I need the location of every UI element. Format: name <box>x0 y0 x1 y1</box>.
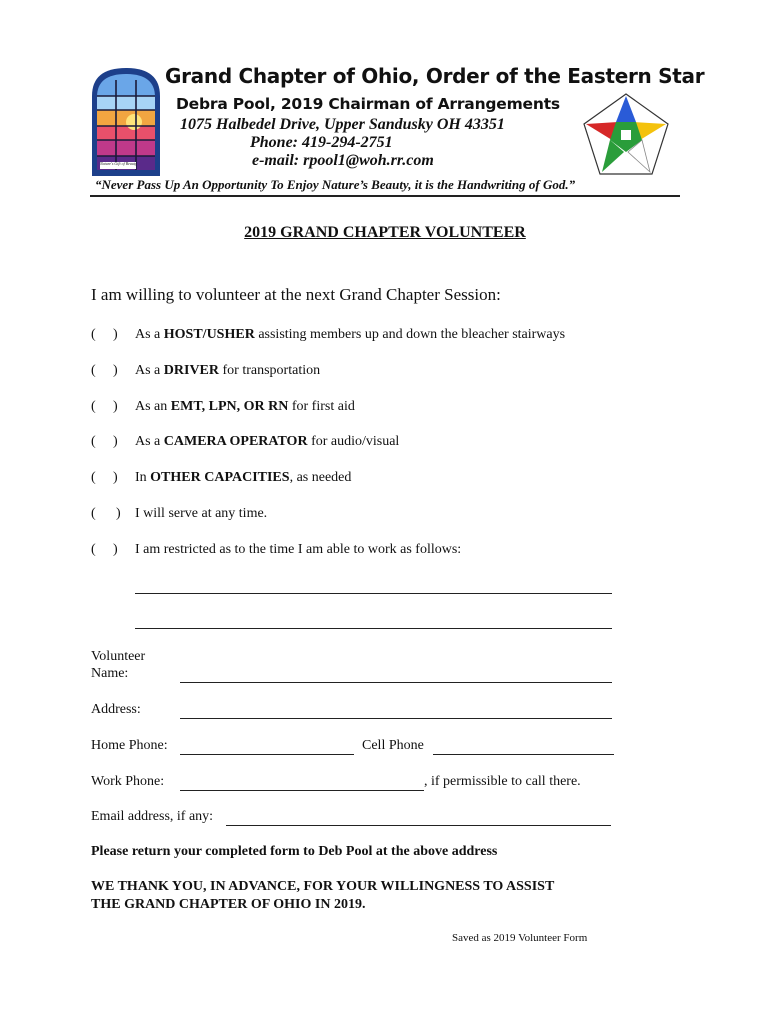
form-intro: I am willing to volunteer at the next Grand Chapter Session: <box>91 285 501 304</box>
checkbox-open-paren: ( <box>91 363 96 378</box>
option-label: I am restricted as to the time I am able to work as follows: <box>135 542 462 557</box>
return-instructions: Please return your completed form to Deb Pool at the above address <box>91 844 498 859</box>
work-phone-label: Work Phone: <box>91 774 165 789</box>
option-label: As a CAMERA OPERATOR for audio/visual <box>135 434 400 449</box>
checkbox-open-paren: ( <box>91 470 96 485</box>
option-label: In OTHER CAPACITIES, as needed <box>135 470 352 485</box>
checkbox-close-paren: ) <box>113 327 118 342</box>
checkbox-close-paren: ) <box>113 470 118 485</box>
checkbox-close-paren: ) <box>113 363 118 378</box>
option-label: I will serve at any time. <box>135 506 268 521</box>
checkbox-close-paren: ) <box>113 434 118 449</box>
letterhead-quote: “Never Pass Up An Opportunity To Enjoy Nature’s Beauty, it is the Handwriting of God.” <box>95 177 576 192</box>
email-field[interactable] <box>226 825 611 826</box>
restriction-line-2[interactable] <box>135 628 612 629</box>
saved-as-footer: Saved as 2019 Volunteer Form <box>452 932 588 944</box>
checkbox-open-paren: ( <box>91 542 96 557</box>
option-label: As a HOST/USHER assisting members up and down the bleacher stairways <box>135 327 566 342</box>
address-field[interactable] <box>180 718 612 719</box>
checkbox-open-paren: ( <box>91 434 96 449</box>
home-phone-label: Home Phone: <box>91 738 168 753</box>
checkbox-open-paren: ( <box>91 506 96 521</box>
checkbox-close-paren: ) <box>113 399 118 414</box>
volunteer-name-field[interactable] <box>180 682 612 683</box>
letterhead-email[interactable]: e-mail: rpool1@woh.rr.com <box>252 152 434 169</box>
thank-you-line-1: WE THANK YOU, IN ADVANCE, FOR YOUR WILLINGNESS TO ASSIST <box>91 879 555 894</box>
cell-phone-label: Cell Phone <box>362 738 424 753</box>
eastern-star-emblem-icon <box>582 92 670 176</box>
checkbox-close-paren: ) <box>116 506 121 521</box>
street-address: 1075 Halbedel Drive, Upper Sandusky OH 43351 <box>180 116 505 133</box>
volunteer-name-label-2: Name: <box>91 666 129 681</box>
cell-phone-field[interactable] <box>433 754 614 755</box>
option-label: As an EMT, LPN, OR RN for first aid <box>135 399 355 414</box>
letterhead-phone: Phone: 419-294-2751 <box>250 134 393 151</box>
work-phone-note: , if permissible to call there. <box>424 774 581 789</box>
form-title: 2019 GRAND CHAPTER VOLUNTEER <box>244 224 526 241</box>
checkbox-open-paren: ( <box>91 399 96 414</box>
restriction-line-1[interactable] <box>135 593 612 594</box>
address-label: Address: <box>91 702 141 717</box>
home-phone-field[interactable] <box>180 754 354 755</box>
email-label: Email address, if any: <box>91 809 214 824</box>
thank-you-line-2: THE GRAND CHAPTER OF OHIO IN 2019. <box>91 897 366 912</box>
checkbox-close-paren: ) <box>113 542 118 557</box>
window-caption: Nature's Gift of Beauty <box>100 161 137 166</box>
letterhead-divider <box>90 195 680 197</box>
checkbox-open-paren: ( <box>91 327 96 342</box>
organization-name: Grand Chapter of Ohio, Order of the Eastern Star <box>165 64 705 88</box>
chairman-name: Debra Pool, 2019 Chairman of Arrangements <box>176 95 560 113</box>
work-phone-field[interactable] <box>180 790 424 791</box>
volunteer-name-label-1: Volunteer <box>91 649 146 664</box>
option-label: As a DRIVER for transportation <box>135 363 321 378</box>
